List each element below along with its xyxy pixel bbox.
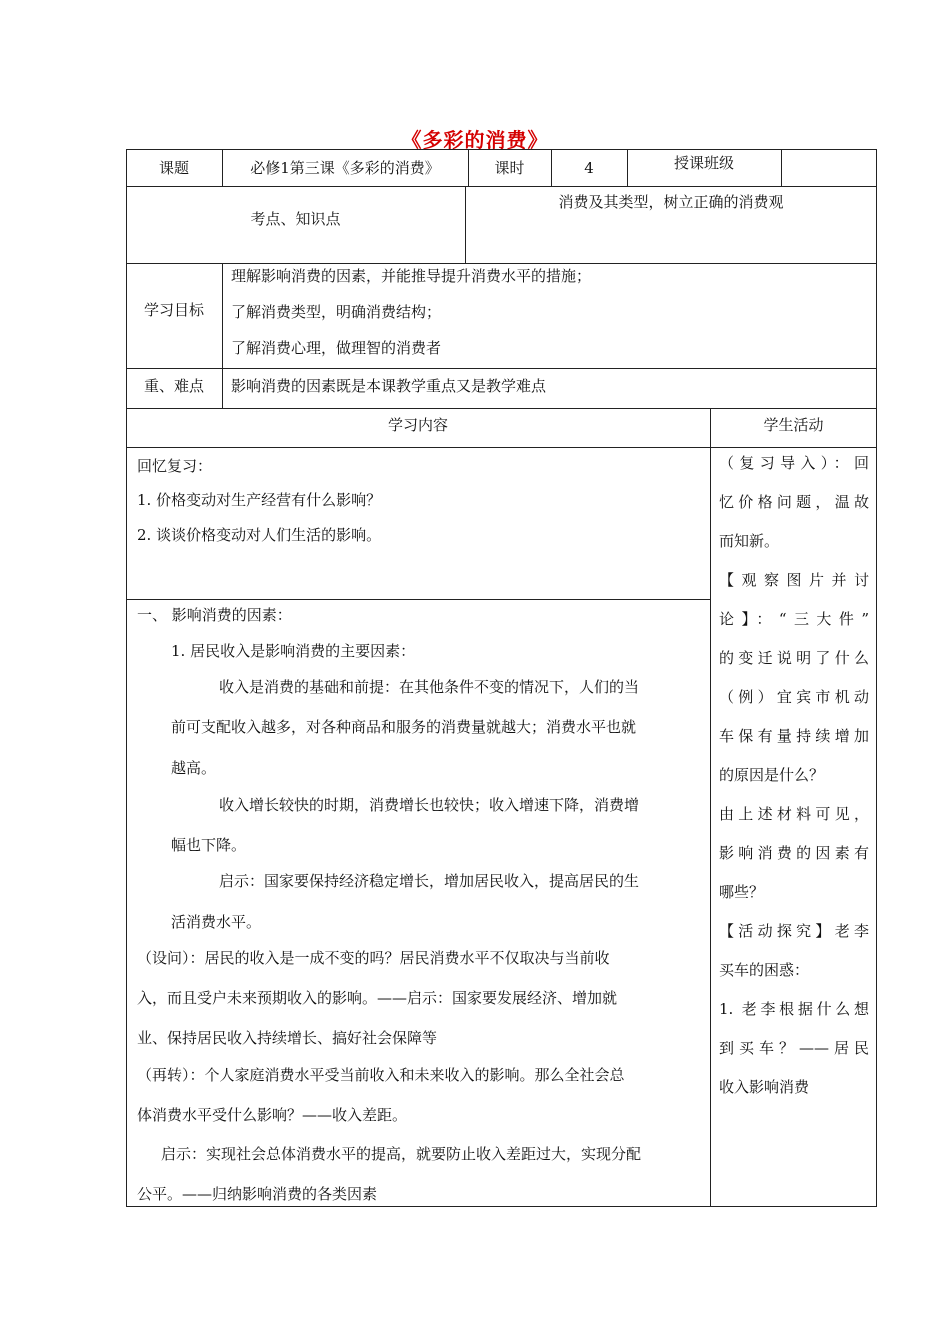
lesson-paragraph-line: （再转）：个人家庭消费水平受当前收入和未来收入的影响。那么全社会总 [137,1066,625,1084]
objectives-label: 学习目标 [143,301,204,319]
class-label: 授课班级 [673,154,734,172]
knowledge-label: 考点、知识点 [250,210,341,228]
col-divider [222,263,223,408]
row-divider [126,408,877,409]
topic-value: 必修1第三课《多彩的消费》 [250,159,440,177]
activity-line: 的变迁说明了什么 [719,649,869,667]
activity-column-header: 学生活动 [763,416,824,434]
objective-item: 了解消费类型，明确消费结构； [231,303,442,321]
col-divider [710,408,711,1207]
activity-line: 哪些？ [719,883,765,901]
hours-label: 课时 [494,159,525,177]
activity-line: 1. 老李根据什么想 [719,1000,869,1018]
activity-line: 论】：“三大件” [719,610,869,628]
content-column-header: 学习内容 [387,416,448,434]
lesson-paragraph-line: 入，而且受户未来预期收入的影响。——启示：国家要发展经济、增加就 [137,989,618,1007]
lesson-paragraph-line: 业、保持居民收入持续增长、搞好社会保障等 [137,1029,438,1047]
hours-value: 4 [584,159,594,177]
activity-line: （例）宜宾市机动 [719,688,869,706]
student-activities [719,444,869,1107]
knowledge-value: 消费及其类型，树立正确的消费观 [558,193,784,211]
activity-line: 的原因是什么？ [719,766,825,784]
activity-line: 【活动探究】老李 [719,922,869,940]
lesson-paragraph-line: 收入增长较快的时期，消费增长也较快；收入增速下降，消费增 [219,796,640,814]
lesson-paragraph-line: 启示：国家要保持经济稳定增长，增加居民收入，提高居民的生 [219,872,640,890]
activity-line: 买车的困惑： [719,961,810,979]
lesson-paragraph-line: 体消费水平受什么影响？——收入差距。 [137,1106,408,1124]
document-title: 《多彩的消费》 [401,128,549,152]
col-divider [781,149,782,186]
row-divider [126,186,877,187]
lesson-paragraph-line: 公平。——归纳影响消费的各类因素 [137,1185,378,1203]
objective-item: 理解影响消费的因素，并能推导提升消费水平的措施； [231,267,592,285]
review-question: 1. 价格变动对生产经营有什么影响？ [137,491,382,509]
lesson-paragraph-line: 启示：实现社会总体消费水平的提高，就要防止收入差距过大，实现分配 [161,1145,642,1163]
activity-line: 【观察图片并讨 [719,571,869,589]
section-heading: 一、 影响消费的因素： [137,606,292,624]
activity-line: 到买车？——居民 [719,1039,869,1057]
lesson-paragraph-line: 幅也下降。 [171,836,247,854]
activity-line: 影响消费的因素有 [719,844,869,862]
objective-item: 了解消费心理，做理智的消费者 [231,339,442,357]
row-divider [126,599,710,600]
lesson-paragraph-line: 前可支配收入越多，对各种商品和服务的消费量就越大；消费水平也就 [171,718,637,736]
activity-line: 收入影响消费 [719,1078,810,1096]
activity-line: 忆价格问题，温故 [719,493,869,511]
lesson-paragraph-line: 活消费水平。 [171,913,262,931]
subsection-heading: 1. 居民收入是影响消费的主要因素： [171,642,416,660]
lesson-paragraph-line: （设问）：居民的收入是一成不变的吗？居民消费水平不仅取决与当前收 [137,949,610,967]
key-points-value: 影响消费的因素既是本课教学重点又是教学难点 [231,377,547,395]
row-divider [126,368,877,369]
key-points-label: 重、难点 [143,377,204,395]
activity-line: 由上述材料可见， [719,805,869,823]
lesson-paragraph-line: 收入是消费的基础和前提：在其他条件不变的情况下，人们的当 [219,678,640,696]
activity-line: 车保有量持续增加 [719,727,869,745]
activity-line: （复习导入）：回 [719,454,869,472]
topic-label: 课题 [158,159,189,177]
review-heading: 回忆复习： [137,457,213,475]
activity-line: 而知新。 [719,532,780,550]
row-divider [126,263,877,264]
review-question: 2. 谈谈价格变动对人们生活的影响。 [137,526,382,544]
lesson-paragraph-line: 越高。 [171,759,217,777]
